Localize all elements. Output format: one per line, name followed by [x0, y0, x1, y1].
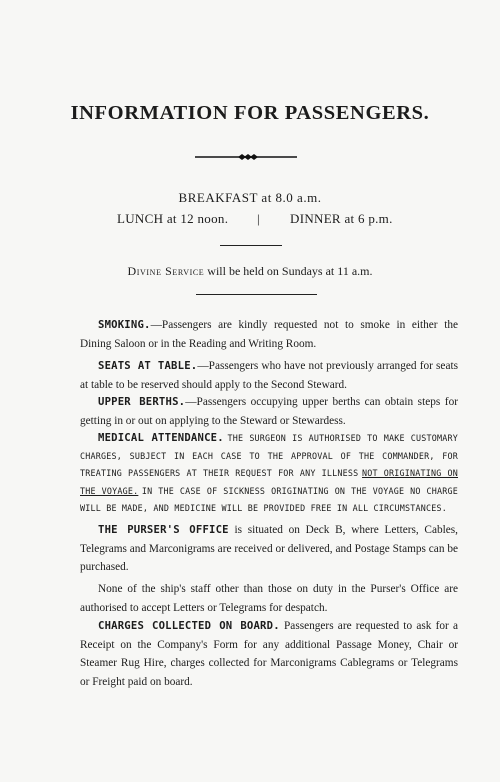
medical-paragraph [80, 430, 458, 518]
purser-heading: THE PURSER'S OFFICE [98, 524, 229, 536]
seats-body: —Passengers who have not previously arranged for seats at table to be reserved should apply to the Second Steward. [80, 360, 458, 391]
divine-service-notice [0, 264, 500, 279]
charges-body: Passengers are requested to ask for a Receipt on the Company's Form for any additional Passage Money, Chair or Steamer Rug Hire, charges collected for Marconigrams Cablegrams or Telegrams or Freight paid on board. [80, 620, 458, 688]
seats-heading: SEATS AT TABLE. [98, 360, 198, 372]
page-title: INFORMATION FOR PASSENGERS. [70, 102, 430, 124]
medical-body-part2: IN THE CASE OF SICKNESS ORIGINATING ON THE VOYAGE NO CHARGE WILL BE MADE, AND MEDICINE WILL BE PROVIDED FREE IN ALL CIRCUMSTANCES. [80, 485, 458, 514]
dinner-time: DINNER at 6 p.m. [290, 211, 393, 226]
berths-paragraph [80, 393, 458, 430]
medical-body-part1: THE SURGEON IS AUTHORISED TO MAKE CUSTOMARY CHARGES, SUBJECT IN EACH CASE TO THE APPROVAL OF THE COMMANDER, FOR TREATING PASSENGERS AT THEIR REQUEST FOR ANY ILLNESS [80, 433, 458, 479]
berths-body: —Passengers occupying upper berths can obtain steps for getting in or out on applying to the Steward or Stewardess. [80, 396, 458, 427]
purser-paragraph [80, 521, 458, 577]
purser-body: is situated on Deck B, where Letters, Cables, Telegrams and Marconigrams are received or delivered, and Postage Stamps can be purchased. [80, 524, 458, 573]
berths-heading: UPPER BERTHS. [98, 396, 186, 408]
smoking-paragraph [80, 316, 458, 353]
staff-paragraph [80, 580, 458, 617]
medical-heading: MEDICAL ATTENDANCE. [98, 432, 224, 444]
divine-service-text: will be held on Sundays at 11 a.m. [207, 264, 373, 278]
ornament-divider [195, 153, 297, 161]
short-rule [220, 245, 282, 246]
section-rule [196, 294, 317, 295]
divine-service-label: Divine Service [127, 264, 205, 278]
meal-separator: | [257, 211, 260, 226]
medical-underlined: NOT ORIGINATING ON THE VOYAGE. [80, 468, 459, 496]
breakfast-time: BREAKFAST at 8.0 a.m. [178, 190, 322, 205]
smoking-body: —Passengers are kindly requested not to smoke in either the Dining Saloon or in the Reading and Writing Room. [80, 319, 458, 350]
charges-heading: CHARGES COLLECTED ON BOARD. [98, 620, 280, 632]
staff-body: None of the ship's staff other than those on duty in the Purser's Office are authorised to accept Letters or Telegrams for despatch. [80, 583, 458, 614]
charges-paragraph [80, 617, 458, 691]
seats-paragraph [80, 357, 458, 394]
lunch-time: LUNCH at 12 noon. [117, 211, 229, 226]
smoking-heading: SMOKING. [98, 319, 151, 331]
